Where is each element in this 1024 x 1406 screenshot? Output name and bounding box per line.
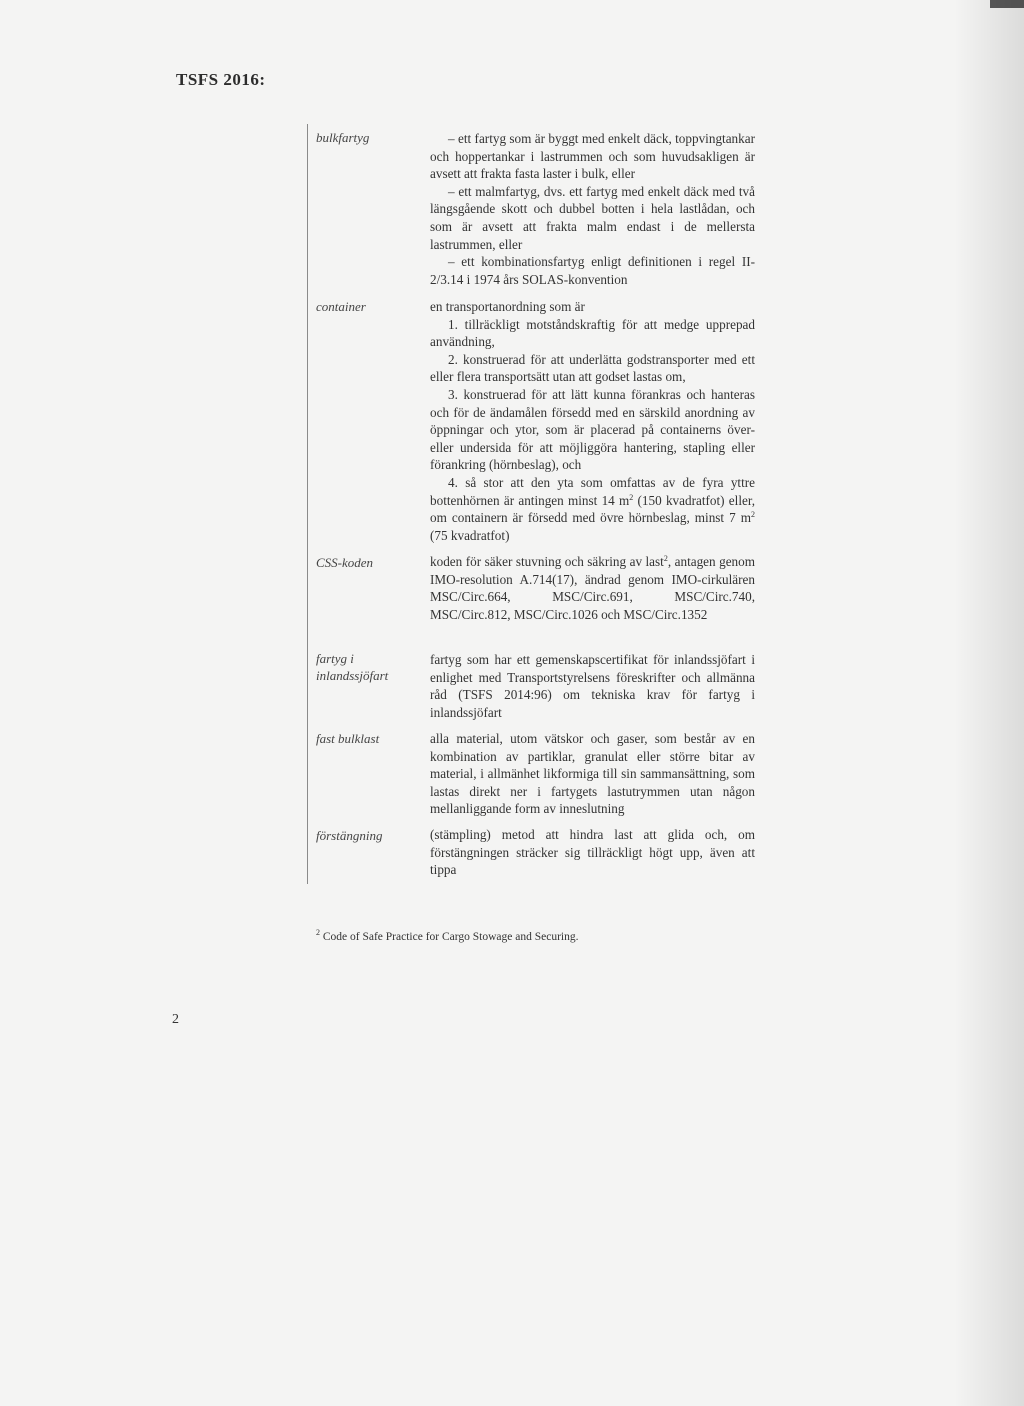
term-container: container (316, 299, 366, 314)
definition-paragraph: 1. tillräckligt motståndskraftig för att medge upprepad användning, (430, 316, 755, 350)
footnote-reference: 2 (663, 554, 668, 563)
definition-bulkfartyg (430, 130, 755, 288)
definition-paragraph (430, 553, 755, 623)
term-css-koden: CSS-koden (316, 555, 374, 570)
definition-paragraph: fartyg som har ett gemenskapscertifikat för inlandssjöfart i enlighet med Transportstyrelsens föreskrifter och allmänna råd (TSFS 2014:96) om tekniska krav för fartyg i inlandssjöfart (430, 652, 755, 720)
definition-paragraph: 2. konstruerad för att underlätta godstransporter med ett eller flera transportsätt utan att godset lastas om, (430, 351, 755, 385)
column-divider (307, 124, 308, 884)
footnote-marker: 2 (316, 928, 320, 937)
definition-paragraph: – ett kombinationsfartyg enligt definitionen i regel II-2/3.14 i 1974 års SOLAS-konvention (430, 254, 755, 287)
definition-paragraph: en transportanordning som är (430, 299, 585, 314)
superscript: 2 (629, 492, 634, 502)
term-forstangning: förstängning (316, 828, 383, 843)
definition-text: koden för säker stuvning och säkring av last (430, 554, 664, 569)
definition-forstangning (430, 826, 755, 879)
definition-paragraph: (stämpling) metod att hindra last att glida och, om förstängningen sträcker sig tillräckligt högt upp, även att tippa (430, 827, 755, 878)
definition-paragraph (430, 474, 755, 544)
page-number: 2 (172, 1012, 179, 1027)
definition-fast-bulklast (430, 730, 755, 818)
definition-text: (75 kvadratfot) (430, 527, 510, 543)
superscript: 2 (751, 510, 755, 520)
definition-fartyg-i-inlandssjofart (430, 651, 755, 721)
footnote-text: Code of Safe Practice for Cargo Stowage and Securing. (320, 931, 579, 943)
definition-text: , antagen genom IMO-resolution A.714(17), ändrad genom IMO-cirkulären MSC/Circ.664, MSC/Circ.691, MSC/Circ.740, MSC/Circ.812, MSC/Circ.1026 och MSC/Circ.1352 (430, 554, 755, 622)
term-bulkfartyg: bulkfartyg (316, 130, 370, 145)
term-fast-bulklast: fast bulklast (316, 731, 380, 746)
scan-edge-mark (990, 0, 1024, 8)
page-header: TSFS 2016: (176, 70, 266, 89)
definition-text: (150 kvadratfot) eller, om containern är försedd med övre hörnbeslag, minst 7 m (430, 492, 755, 526)
definition-paragraph: 3. konstruerad för att lätt kunna förankras och hanteras och för de ändamålen försedd med en särskild anordning av öppningar och ytor, som är placerad på containerns över- eller undersida för att möjliggöra hantering, stapling eller förankring (hörnbeslag), och (430, 386, 755, 473)
definition-paragraph: – ett malmfartyg, dvs. ett fartyg med enkelt däck med två längsgående skott och dubbel botten i hela lastlådan, och som är avsett att frakta malm endast i de mellersta lastrummen, eller (430, 183, 755, 252)
footnote (316, 928, 579, 943)
definition-paragraph: – ett fartyg som är byggt med enkelt däck, toppvingtankar och hoppertankar i lastrummen och som huvudsakligen är avsett att frakta fasta laster i bulk, eller (430, 131, 755, 182)
definition-text: 4. så stor att den yta som omfattas av de fyra yttre bottenhörnen är antingen minst 14 m (430, 474, 755, 508)
definition-paragraph: alla material, utom vätskor och gaser, som består av en kombination av partiklar, granulat eller större bitar av material, i allmänhet likformiga till sin sammansättning, som lastas direkt ner i fartygets lastutrymmen utan någon mellanliggande form av inneslutning (430, 731, 755, 817)
definition-container (430, 298, 755, 544)
term-fartyg-i-inlandssjofart: fartyg i inlandssjöfart (316, 651, 389, 683)
definition-css-koden (430, 553, 755, 623)
